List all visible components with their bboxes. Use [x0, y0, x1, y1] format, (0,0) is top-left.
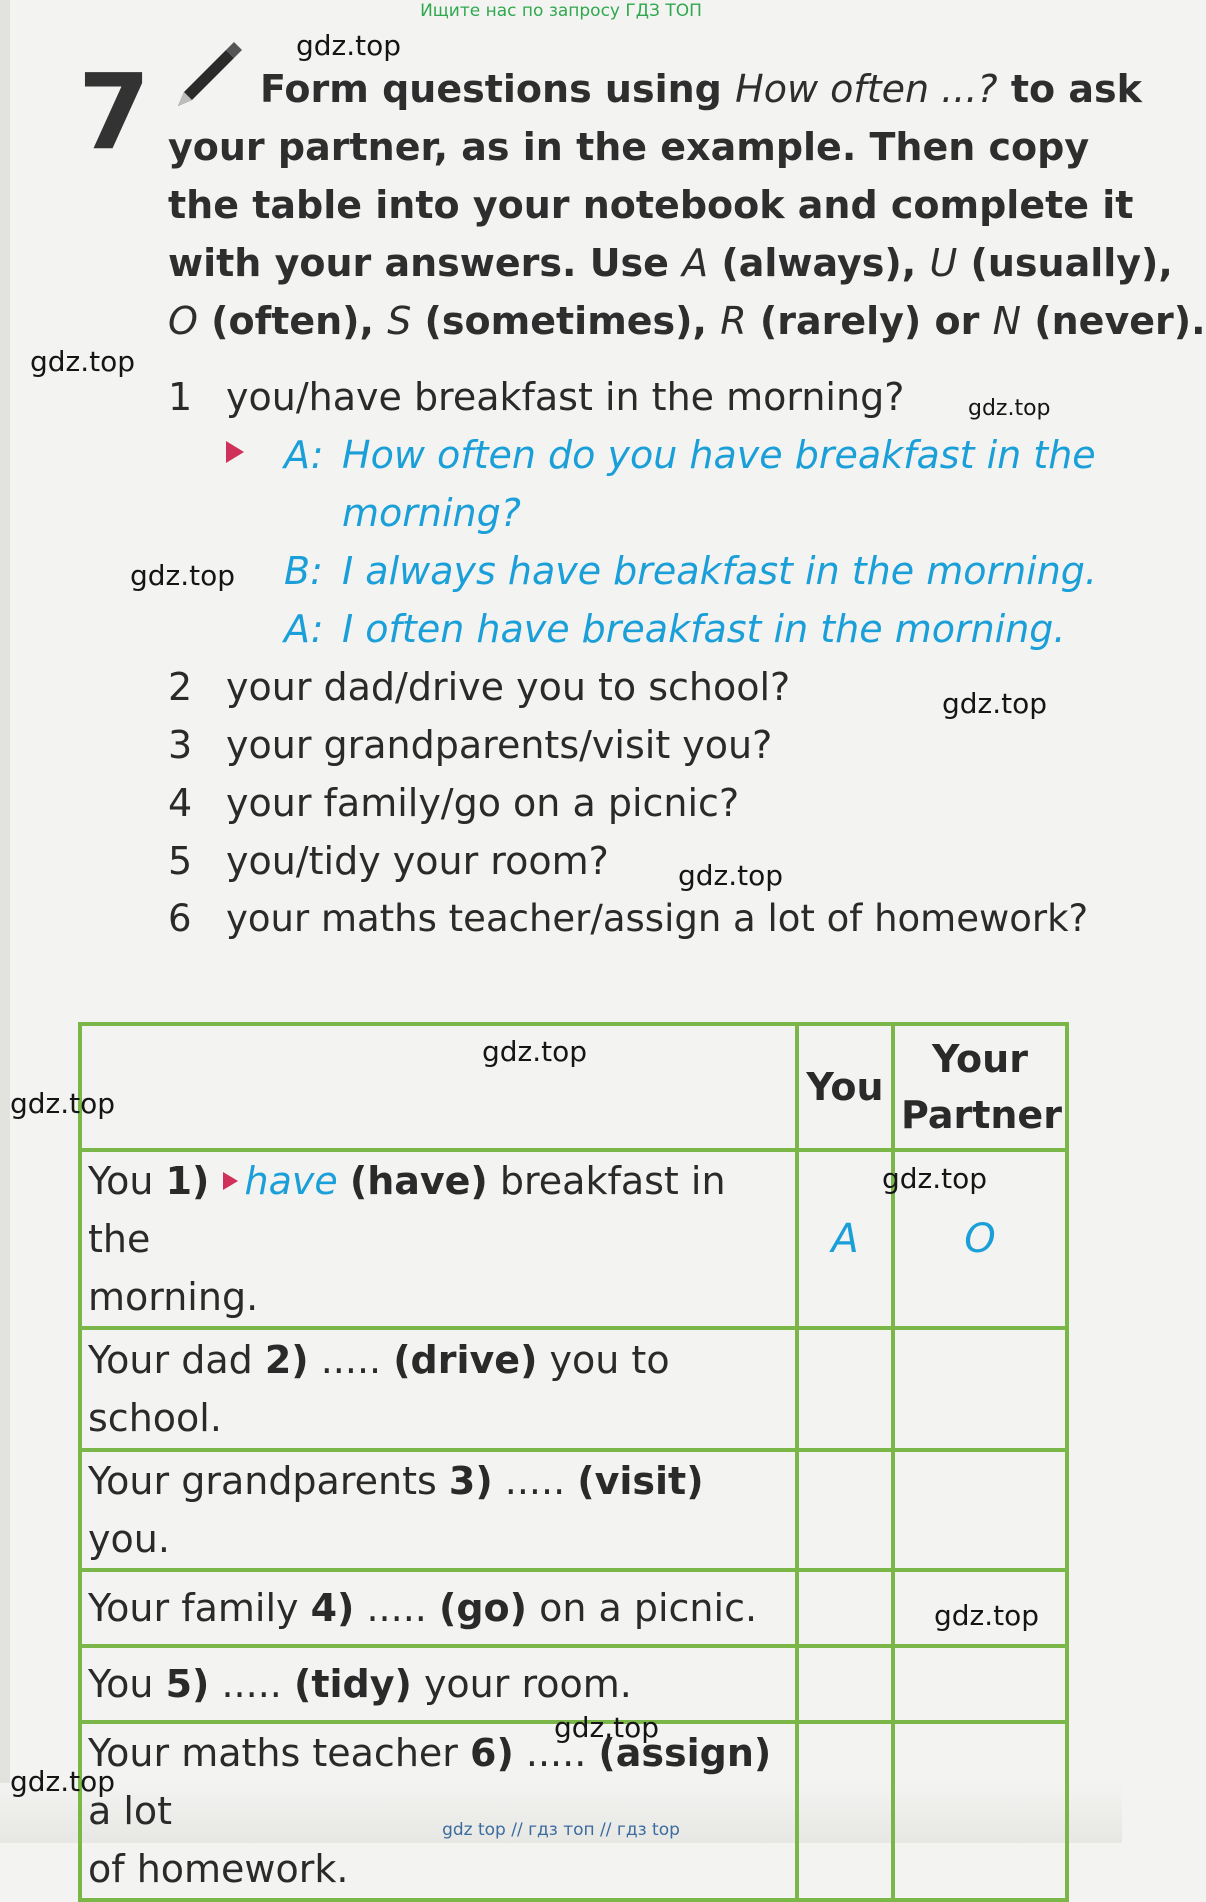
instruction: Form questions using How often ...? to ask your partner, as in the example. Then copy the table into your notebook and complete it with your answers. Use A (always), U (usually), O (often), S (sometimes), R (rarely) or N (never).	[168, 67, 1206, 343]
watermark: gdz.top	[968, 396, 1051, 421]
top-note: Ищите нас по запросу ГДЗ ТОП	[420, 1, 702, 21]
question-1: 1 you/have breakfast in the morning?	[168, 375, 905, 419]
watermark: gdz.top	[554, 1711, 660, 1744]
watermark: gdz.top	[942, 687, 1048, 720]
cell-you[interactable]	[797, 1722, 893, 1900]
page-edge	[0, 0, 10, 1843]
answer-arrow-icon	[223, 1172, 238, 1190]
watermark: gdz.top	[10, 1765, 116, 1798]
cell-you[interactable]	[797, 1646, 893, 1722]
question-2: 2 your dad/drive you to school?	[168, 665, 791, 709]
row-sentence: You 5) ..... (tidy) your room.	[80, 1646, 797, 1722]
bottom-note: gdz top // гдз топ // гдз top	[442, 1820, 680, 1840]
question-3: 3 your grandparents/visit you?	[168, 723, 773, 767]
exercise-number: 7	[78, 51, 147, 173]
header-partner: Your Partner	[893, 1024, 1067, 1150]
watermark: gdz.top	[482, 1035, 588, 1068]
cell-partner[interactable]	[893, 1646, 1067, 1722]
row-sentence: Your maths teacher 6) ..... (assign) a lot of homework.	[80, 1722, 797, 1900]
cell-partner[interactable]	[893, 1328, 1067, 1450]
table-row	[80, 1722, 1067, 1900]
header-blank	[80, 1024, 797, 1150]
cell-partner[interactable]: O	[893, 1150, 1067, 1328]
table-row	[80, 1570, 1067, 1646]
cell-you[interactable]	[797, 1570, 893, 1646]
watermark: gdz.top	[30, 345, 136, 378]
row-sentence: You 1) have (have) breakfast in the morning.	[80, 1150, 797, 1328]
watermark: gdz.top	[130, 559, 236, 592]
watermark: gdz.top	[10, 1087, 116, 1120]
answer-table	[78, 1022, 1069, 1902]
row-sentence: Your family 4) ..... (go) on a picnic.	[80, 1570, 797, 1646]
row-sentence: Your dad 2) ..... (drive) you to school.	[80, 1328, 797, 1450]
row-sentence: Your grandparents 3) ..... (visit) you.	[80, 1450, 797, 1570]
question-4: 4 your family/go on a picnic?	[168, 781, 740, 825]
cell-you[interactable]	[797, 1328, 893, 1450]
question-5: 5 you/tidy your room?	[168, 839, 609, 883]
cell-you[interactable]: A	[797, 1150, 893, 1328]
watermark: gdz.top	[882, 1162, 988, 1195]
table-row	[80, 1450, 1067, 1570]
cell-you[interactable]	[797, 1450, 893, 1570]
example-line: morning?	[342, 491, 521, 535]
cell-partner[interactable]	[893, 1450, 1067, 1570]
table-row	[80, 1328, 1067, 1450]
example-line: A: I often have breakfast in the morning.	[284, 607, 1066, 651]
watermark: gdz.top	[678, 859, 784, 892]
question-6: 6 your maths teacher/assign a lot of homework?	[168, 897, 1089, 940]
example-line: A: How often do you have breakfast in the	[226, 426, 1096, 484]
header-you: You	[797, 1024, 893, 1150]
example-arrow-icon	[226, 441, 244, 463]
cell-partner[interactable]	[893, 1722, 1067, 1900]
watermark: gdz.top	[934, 1599, 1040, 1632]
watermark: gdz.top	[296, 29, 402, 62]
example-line: B: I always have breakfast in the morning.	[284, 549, 1098, 593]
